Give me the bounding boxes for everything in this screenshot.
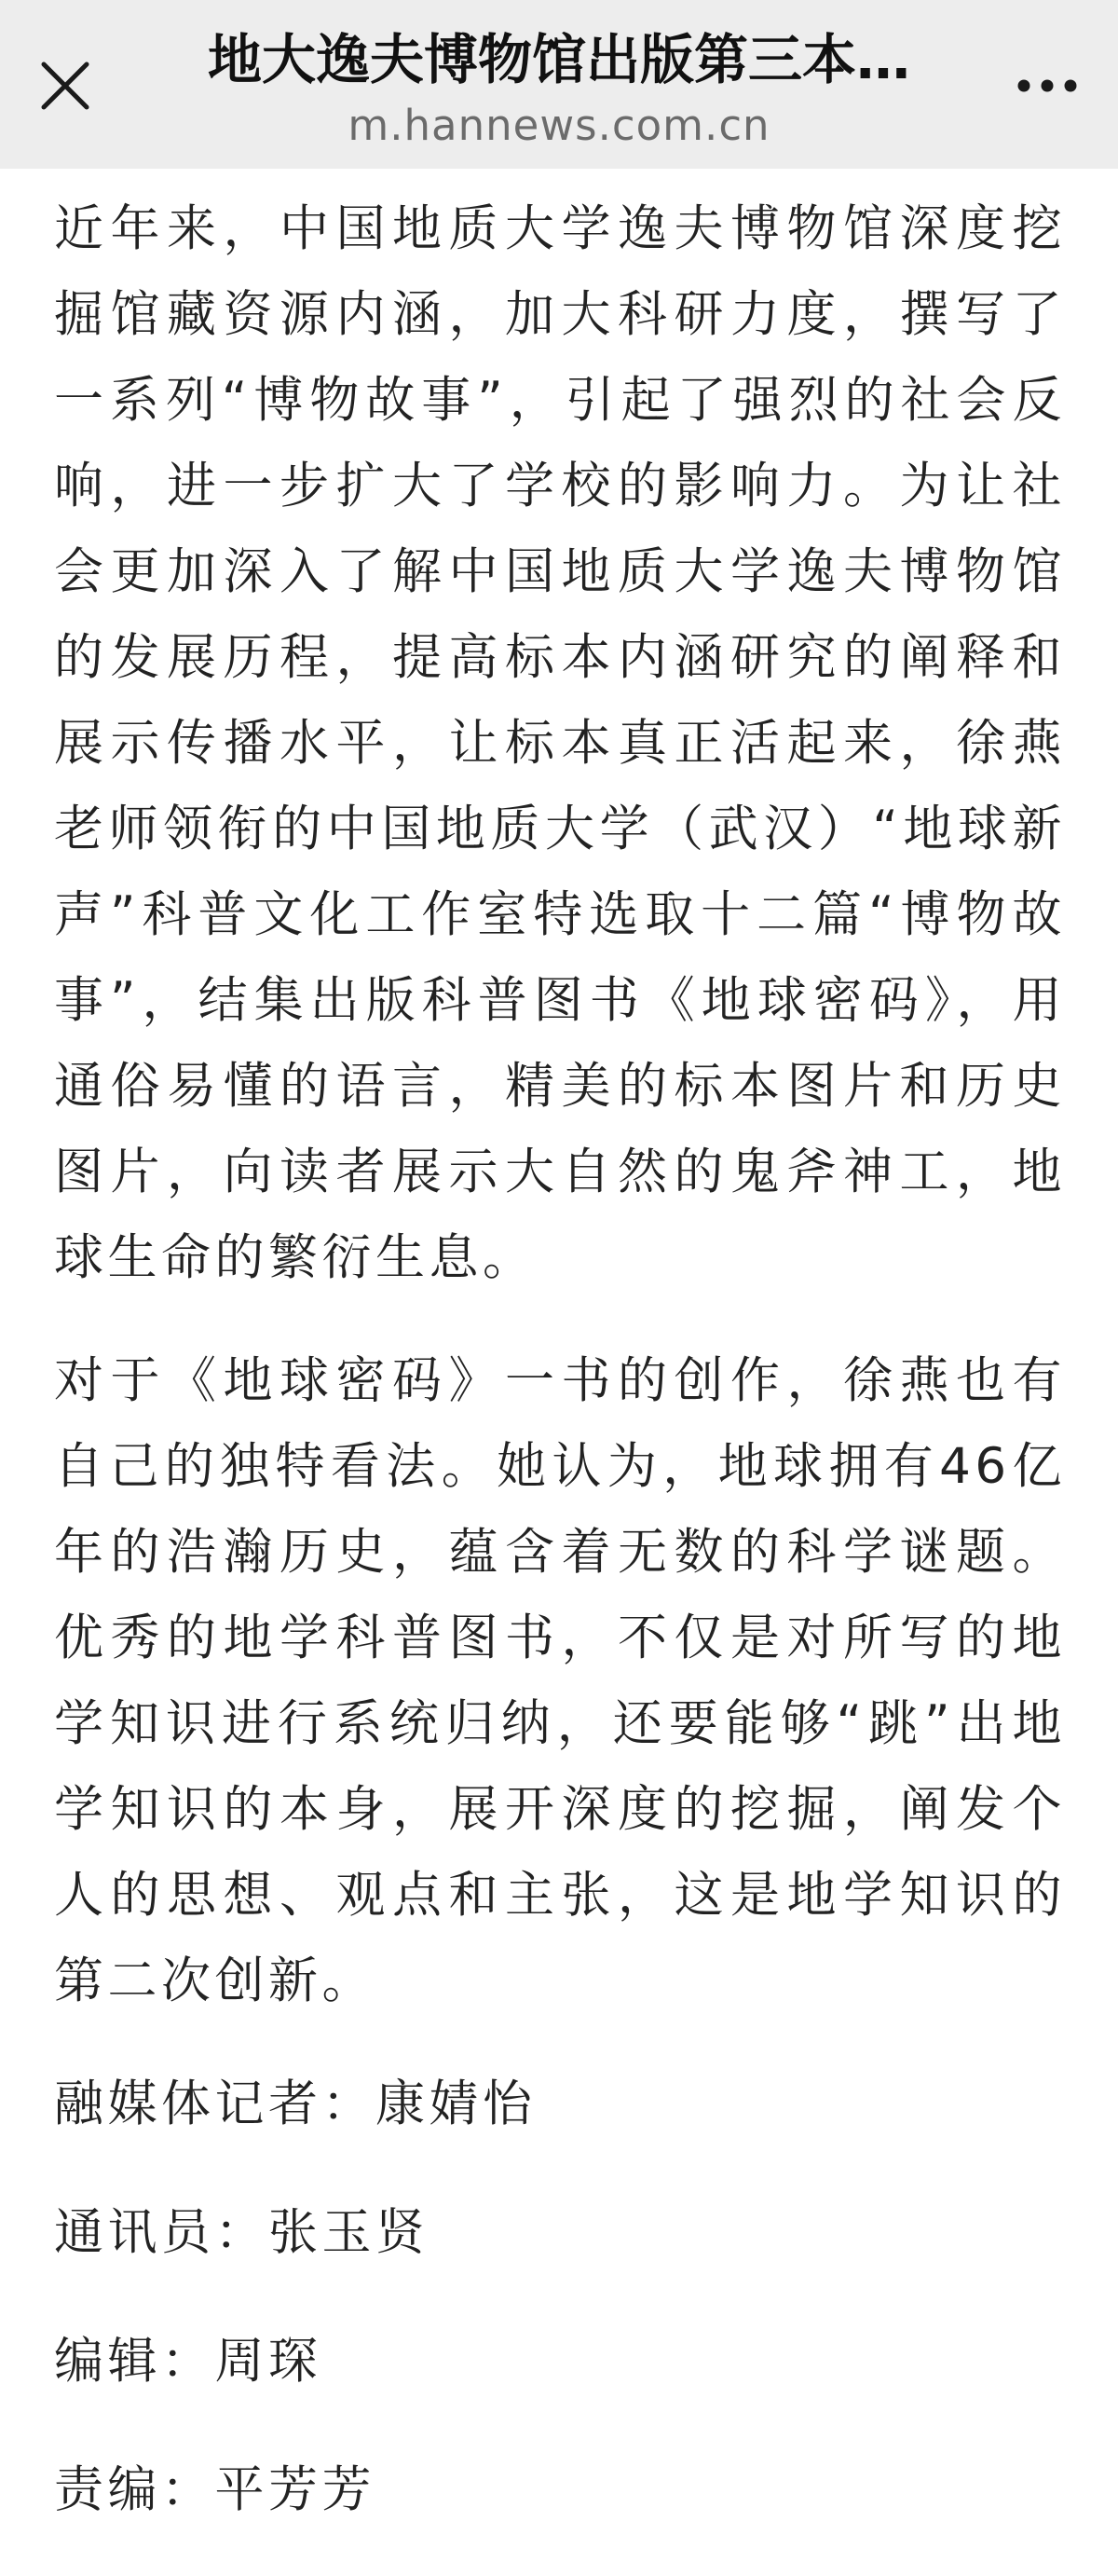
title-block bbox=[158, 21, 960, 153]
page-url: m.hannews.com.cn bbox=[348, 101, 770, 150]
article-paragraph: 对于《地球密码》一书的创作，徐燕也有自己的独特看法。她认为，地球拥有46亿年的浩瀚历史，蕴含着无数的科学谜题。优秀的地学科普图书，不仅是对所写的地学知识进行系统归纳，还要能够“跳”出地学知识的本身，展开深度的挖掘，阐发个人的思想、观点和主张，这是地学知识的第二次创新。 bbox=[54, 1352, 1066, 2009]
more-icon bbox=[1015, 76, 1080, 95]
page-title: 地大逸夫博物馆出版第三本… bbox=[207, 28, 910, 91]
credit-correspondent: 通讯员：张玉贤 bbox=[54, 2204, 429, 2261]
more-button[interactable] bbox=[1010, 54, 1084, 117]
article-body bbox=[54, 186, 1066, 2576]
close-button[interactable] bbox=[34, 54, 97, 117]
close-icon bbox=[40, 61, 90, 111]
article-paragraph: 近年来，中国地质大学逸夫博物馆深度挖掘馆藏资源内涵，加大科研力度，撰写了一系列“博物故事”，引起了强烈的社会反响，进一步扩大了学校的影响力。为让社会更加深入了解中国地质大学逸夫博物馆的发展历程，提高标本内涵研究的阐释和展示传播水平，让标本真正活起来，徐燕老师领衔的中国地质大学（武汉）“地球新声”科普文化工作室特选取十二篇“博物故事”，结集出版科普图书《地球密码》，用通俗易懂的语言，精美的标本图片和历史图片，向读者展示大自然的鬼斧神工，地球生命的繁衍生息。 bbox=[54, 200, 1066, 1286]
top-bar bbox=[0, 0, 1118, 169]
credit-reporter: 融媒体记者：康婧怡 bbox=[54, 2076, 537, 2132]
credit-editor: 编辑：周琛 bbox=[54, 2333, 322, 2390]
credit-responsible-editor: 责编：平芳芳 bbox=[54, 2461, 375, 2518]
